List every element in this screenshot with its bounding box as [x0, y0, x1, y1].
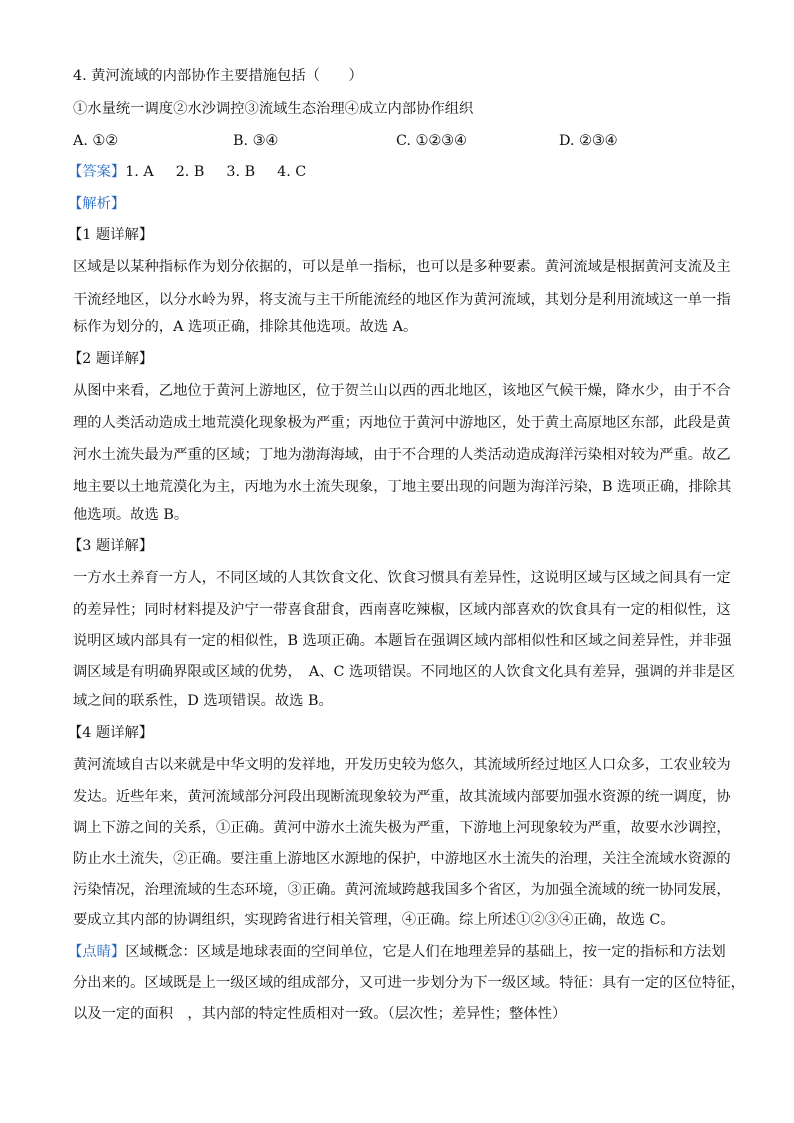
section-line: 标作为划分的，A 选项正确，排除其他选项。故选 A。 [73, 319, 418, 335]
section-line: 的差异性；同时材料提及沪宁一带喜食甜食，西南喜吃辣椒，区域内部喜欢的饮食具有一定的相似性，这 [73, 602, 731, 618]
answer-tag: 【答案】 [68, 164, 126, 180]
option-a: A. ①② [73, 133, 119, 149]
answer-row [68, 162, 306, 182]
section-line: 他选项。故选 B。 [73, 507, 189, 523]
section-line: 干流经地区，以分水岭为界，将支流与主干所能流经的地区作为黄河流域，其划分是利用流域这一单一指 [73, 292, 731, 308]
section-line: 一方水土养育一方人，不同区域的人其饮食文化、饮食习惯具有差异性，这说明区域与区域之间具有一定 [73, 570, 731, 586]
option-b: B. ③④ [233, 133, 279, 149]
section-heading: 【1 题详解】 [68, 227, 154, 243]
answer-item: 1. A [125, 164, 154, 180]
section-line: 地主要以土地荒漠化为主，丙地为水土流失现象，丁地主要出现的问题为海洋污染，B 选项正确，排除其 [73, 479, 732, 495]
section-line: 发达。近些年来，黄河流域部分河段出现断流现象较为严重，故其流域内部要加强水资源的统一调度，协 [73, 789, 731, 805]
option-c: C. ①②③④ [396, 133, 467, 149]
analysis-tag: 【解析】 [68, 196, 126, 212]
section-line: 说明区域内部具有一定的相似性，B 选项正确。本题旨在强调区域内部相似性和区域之间差异性，并非强 [73, 633, 732, 649]
answer-item: 2. B [175, 164, 205, 180]
section-line: 黄河流域自古以来就是中华文明的发祥地，开发历史较为悠久，其流域所经过地区人口众多，工农业较为 [73, 757, 731, 773]
section-heading: 【2 题详解】 [68, 351, 154, 367]
question-stem: 4. 黄河流域的内部协作主要措施包括（ ） [73, 68, 363, 84]
section-heading: 【3 题详解】 [68, 538, 154, 554]
section-heading: 【4 题详解】 [68, 725, 154, 741]
section-line: 理的人类活动造成土地荒漠化现象极为严重；丙地位于黄河中游地区，处于黄土高原地区东部，此段是黄 [73, 415, 731, 431]
tip-tag: 【点睛】 [68, 944, 126, 960]
tip-line: 区域概念：区域是地球表面的空间单位，它是人们在地理差异的基础上，按一定的指标和方法划 [125, 944, 726, 960]
section-line: 调上下游之间的关系，①正确。黄河中游水土流失极为严重，下游地上河现象较为严重，故要水沙调控， [73, 820, 731, 836]
tip-first-line [68, 942, 726, 962]
section-line: 防止水土流失，②正确。要注重上游地区水源地的保护，中游地区水土流失的治理，关注全流域水资源的 [73, 851, 731, 867]
tip-line: 分出来的。区域既是上一级区域的组成部分，又可进一步划分为下一级区域。特征：具有一定的区位特征， [73, 975, 745, 991]
answer-item: 3. B [226, 164, 256, 180]
section-line: 要成立其内部的协调组织，实现跨省进行相关管理，④正确。综上所述①②③④正确，故选 C。 [73, 912, 675, 928]
answer-item: 4. C [277, 164, 307, 180]
section-line: 河水土流失最为严重的区域；丁地为渤海海域，由于不合理的人类活动造成海洋污染相对较为严重。故乙 [73, 447, 731, 463]
section-line: 区域是以某种指标作为划分依据的，可以是单一指标，也可以是多种要素。黄河流域是根据黄河支流及主 [73, 259, 731, 275]
section-line: 调区域是有明确界限或区域的优势， A、C 选项错误。不同地区的人饮食文化具有差异，强调的并非是区 [73, 664, 736, 680]
section-line: 域之间的联系性，D 选项错误。故选 B。 [73, 693, 333, 709]
question-statements: ①水量统一调度②水沙调控③流域生态治理④成立内部协作组织 [73, 101, 474, 117]
section-line: 污染情况，治理流域的生态环境，③正确。黄河流域跨越我国多个省区，为加强全流域的统一协同发展， [73, 882, 731, 898]
section-line: 从图中来看，乙地位于黄河上游地区，位于贺兰山以西的西北地区，该地区气候干燥，降水少，由于不合 [73, 383, 731, 399]
option-d: D. ②③④ [559, 133, 618, 149]
tip-line: 以及一定的面积 ，其内部的特定性质相对一致。（层次性；差异性；整体性） [73, 1006, 567, 1022]
